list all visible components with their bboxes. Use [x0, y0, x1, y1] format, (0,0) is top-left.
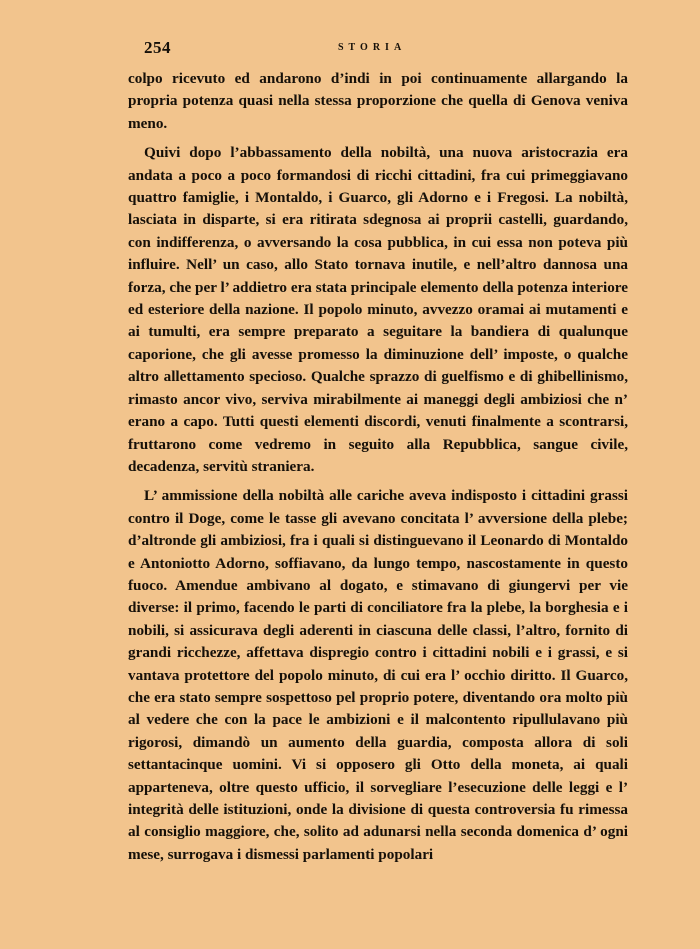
paragraph: Quivi dopo l’abbassamento della nobiltà, una nuova aristocrazia era andata a poco a poco formandosi di ricchi cittadini, fra cui primeggiavano quattro famiglie, i Montaldo, i Guarco, gli Adorno e i Fregosi. La nobiltà, lasciata in disparte, si era ritirata sdegnosa ai proprii castelli, guardando, con indifferenza, o avversando la cosa pubblica, in cui essa non poteva più influire. Nell’ un caso, allo Stato tornava inutile, e nell’altro dannosa una forza, che per l’ addietro era stata principale elemento della potenza interiore ed esteriore della nazione. Il popolo minuto, avvezzo oramai ai mutamenti e ai tumulti, era sempre preparato a seguitare la bandiera di qualunque caporione, che gli avesse promesso la diminuzione dell’ imposte, o qualche altro allettamento specioso. Qualche sprazzo di guelfismo e di ghibellinismo, rimasto ancor vivo, serviva mirabilmente ai maneggi degli ambiziosi che n’ erano a capo. Tutti questi elementi discordi, venuti finalmente a scontrarsi, fruttarono come vedremo in seguito alla Repubblica, sangue civile, decadenza, servitù straniera. — [128, 144, 628, 475]
running-head: STORIA — [338, 42, 407, 53]
body-text — [128, 68, 628, 873]
page-number: 254 — [144, 38, 171, 57]
paragraph: colpo ricevuto ed andarono d’indi in poi continuamente allargando la propria potenza quasi nella stessa proporzione che quella di Genova veniva meno. — [128, 70, 628, 132]
page-header — [128, 38, 628, 62]
paragraph: L’ ammissione della nobiltà alle cariche aveva indisposto i cittadini grassi contro il Doge, come le tasse gli avevano concitata l’ avversione della plebe; d’altronde gli ambiziosi, fra i quali si distinguevano il Leonardo di Montaldo e Antoniotto Adorno, soffiavano, da lungo tempo, nascostamente in questo fuoco. Amendue ambivano al dogato, e stimavano di giungervi per vie diverse: il primo, facendo le parti di conciliatore fra la plebe, la borghesia e i nobili, si assicurava degli aderenti in ciascuna delle classi, l’altro, fornito di grandi ricchezze, affettava dispregio contro i cittadini nobili e i grassi, e si vantava protettore del popolo minuto, di cui era l’ occhio diritto. Il Guarco, che era stato sempre sospettoso pel proprio potere, diventando ora molto più al vedere che con la pace le ambizioni e il malcontento ripullulavano più rigorosi, dimandò un aumento della guardia, composta allora di soli settantacinque uomini. Vi si opposero gli Otto della moneta, ai quali apparteneva, oltre questo ufficio, il sorvegliare l’esecuzione delle leggi e l’ integrità delle istituzioni, onde la divisione di questa controversia fu rimessa al consiglio maggiore, che, solito ad adunarsi nella seconda domenica d’ ogni mese, surrogava i dismessi parlamenti popolari — [128, 487, 628, 863]
